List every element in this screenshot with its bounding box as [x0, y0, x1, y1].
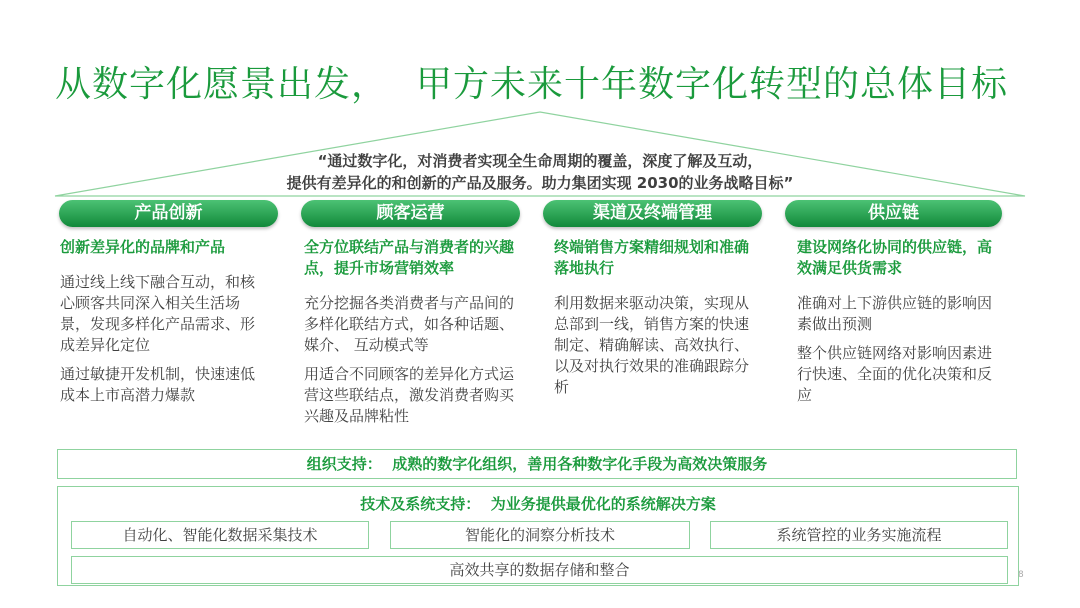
org-support-label: 组织支持：: [306, 455, 382, 473]
tech-support-label: 技术及系统支持：: [360, 495, 481, 513]
column-desc: 充分挖掘各类消费者与产品间的多样化联结方式，如各种话题、媒介、 互动模式等: [304, 294, 515, 354]
tech-box-data-collection: 自动化、智能化数据采集技术: [71, 521, 369, 549]
column-desc: 利用数据来驱动决策，实现从总部到一线，销售方案的快速制定、精确解读、高效执行、 以及对执行效果的准确跟踪分析: [554, 294, 750, 396]
column-desc: 通过敏捷开发机制，快速速低成本上市高潜力爆款: [60, 365, 256, 404]
heading-customer-operations: 顾客运营: [301, 200, 520, 227]
vision-line-1: “通过数字化，对消费者实现全生命周期的覆盖，深度了解及互动，: [317, 152, 763, 170]
page-title: [55, 56, 1008, 107]
column-desc: 用适合不同顾客的差异化方式运营这些联结点，激发消费者购买兴趣及品牌粘性: [304, 365, 515, 425]
vision-statement: [200, 150, 880, 194]
column-subtitle: 全方位联结产品与消费者的兴趣点，提升市场营销效率: [304, 238, 515, 277]
column-subtitle: 创新差异化的品牌和产品: [60, 238, 226, 256]
title-part2: 甲方未来十年数字化转型的总体目标: [416, 64, 1009, 105]
tech-box-insight-analysis: 智能化的洞察分析技术: [390, 521, 690, 549]
org-support-bar: [57, 449, 1017, 479]
column-product-innovation: [60, 237, 270, 414]
column-subtitle: 终端销售方案精细规划和准确落地执行: [554, 238, 750, 277]
column-supply-chain: [797, 237, 997, 414]
column-desc: 准确对上下游供应链的影响因素做出预测: [797, 294, 993, 333]
tech-box-data-storage: 高效共享的数据存储和整合: [71, 556, 1008, 584]
heading-supply-chain: 供应链: [785, 200, 1002, 227]
column-desc: 整个供应链网络对影响因素进行快速、全面的优化决策和反应: [797, 344, 993, 404]
title-part1: 从数字化愿景出发，: [55, 64, 389, 105]
column-customer-operations: [304, 237, 522, 435]
tech-box-process-control: 系统管控的业务实施流程: [710, 521, 1008, 549]
page-number: 8: [1018, 570, 1024, 580]
vision-line-2: 提供有差异化的和创新的产品及服务。助力集团实现 2030的业务战略目标”: [286, 174, 794, 192]
tech-support-title: [57, 493, 1019, 514]
tech-support-text: 为业务提供最优化的系统解决方案: [490, 495, 716, 513]
heading-product-innovation: 产品创新: [59, 200, 278, 227]
org-support-text: 成熟的数字化组织，善用各种数字化手段为高效决策服务: [392, 455, 768, 473]
column-subtitle: 建设网络化协同的供应链，高效满足供货需求: [797, 238, 993, 277]
column-channel-management: [554, 237, 754, 406]
column-desc: 通过线上线下融合互动，和核心顾客共同深入相关生活场景，发现多样化产品需求、形成差异化定位: [60, 273, 256, 354]
heading-channel-management: 渠道及终端管理: [543, 200, 762, 227]
